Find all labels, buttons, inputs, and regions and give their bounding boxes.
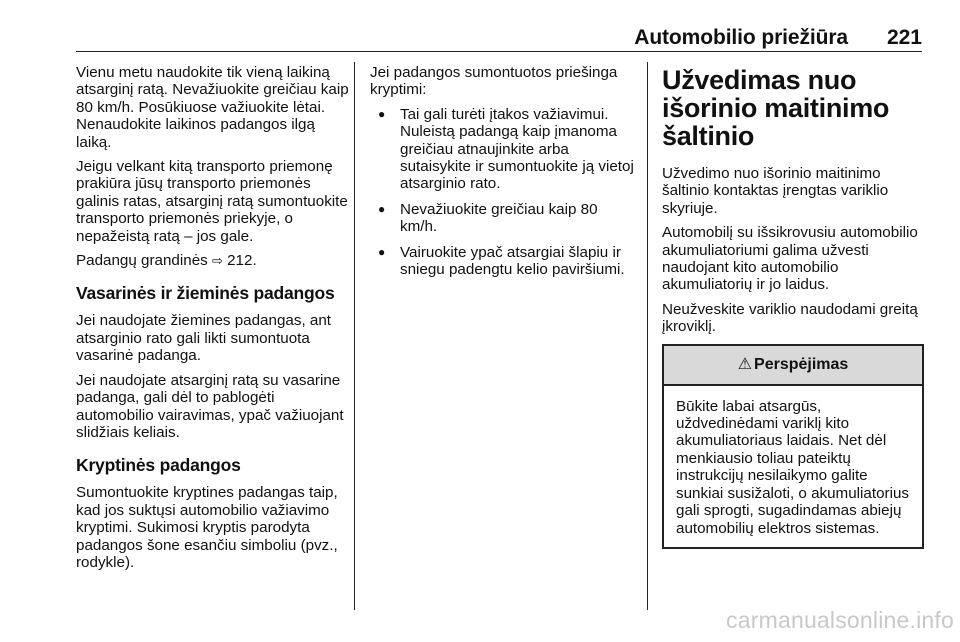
list-item-text: Tai gali turėti įtakos važiavimui. Nuleistą padangą kaip įmanoma greičiau atnaujinkite arba sutaisykite ir sumontuokite ją vietoj atsarginio rato. bbox=[400, 105, 634, 193]
page-number: 221 bbox=[886, 26, 922, 49]
page-title: Automobilio priežiūra bbox=[634, 26, 848, 49]
list-item bbox=[370, 201, 635, 236]
paragraph-directional: Sumontuokite kryptines padangas taip, kad jos suktųsi automobilio važiavimo kryptimi. Sukimosi kryptis parodyta padangos šone esančiu simboliu (pvz., rodykle). bbox=[76, 484, 338, 571]
paragraph-winter-1: Jei naudojate žiemines padangas, ant atsarginio rato gali likti sumontuota vasarinė padanga. bbox=[76, 312, 331, 365]
bullet-dot-icon: ● bbox=[378, 106, 386, 121]
bullet-dot-icon: ● bbox=[378, 244, 386, 259]
paragraph-towing: Jeigu velkant kitą transporto priemonę prakiūra jūsų transporto priemonės galinis ratas, atsarginį ratą sumontuokite transporto priemonės priekyje, o nepažeistą ratą – jos gale. bbox=[76, 158, 348, 245]
list-item bbox=[370, 244, 635, 279]
column-middle bbox=[370, 64, 635, 286]
column-divider-1 bbox=[354, 62, 355, 610]
paragraph-jump-start-2: Automobilį su išsikrovusiu automobilio akumuliatoriumi galima užvesti naudojant kito automobilio akumuliatorių ir jo laidus. bbox=[662, 224, 918, 294]
page-header bbox=[0, 0, 960, 52]
list-item-text: Nevažiuokite greičiau kaip 80 km/h. bbox=[400, 200, 598, 236]
paragraph-jump-start-1: Užvedimo nuo išorinio maitinimo šaltinio kontaktas įrengtas variklio skyriuje. bbox=[662, 165, 889, 217]
heading-winter-tyres: Vasarinės ir žieminės padangos bbox=[76, 283, 335, 304]
header-divider bbox=[76, 51, 922, 52]
page-reference-arrow-icon[interactable]: ⇨ bbox=[211, 253, 223, 269]
heading-jump-start: Užvedimas nuo išorinio maitinimo šaltinio bbox=[662, 65, 890, 151]
warning-body: Būkite labai atsargūs, uždvedinėdami variklį kito akumuliatoriaus laidais. Net dėl menkiausio toliau pateiktų instrukcijų nesilaikymo galite sunkiai susižaloti, o akumuliatorius gali sprogti, sugadindamas abiejų automobilių elektros sistemas. bbox=[676, 397, 909, 537]
watermark: carmanualsonline.info bbox=[726, 607, 954, 633]
paragraph-jump-start-3: Neužveskite variklio naudodami greitą įkroviklį. bbox=[662, 300, 918, 336]
paragraph-opposite-direction: Jei padangos sumontuotos priešinga kryptimi: bbox=[370, 64, 618, 99]
list-item bbox=[370, 106, 635, 193]
tire-chains-page-link[interactable]: 212. bbox=[227, 252, 257, 270]
warning-header bbox=[664, 346, 922, 386]
column-right bbox=[662, 66, 924, 549]
bullet-list bbox=[370, 106, 635, 279]
list-item-text: Vairuokite ypač atsargiai šlapiu ir sniegu padengtu kelio paviršiumi. bbox=[400, 243, 625, 279]
column-divider-2 bbox=[647, 62, 648, 610]
paragraph-temporary-spare: Vienu metu naudokite tik vieną laikiną atsarginį ratą. Nevažiuokite greičiau kaip 80 km/h. Posūkiuose važiuokite lėtai. Nenaudokite laikinos padangos ilgą laiką. bbox=[76, 64, 349, 151]
paragraph-tire-chains bbox=[76, 252, 350, 269]
warning-box bbox=[662, 344, 924, 549]
warning-triangle-icon: ⚠ bbox=[737, 355, 753, 373]
tire-chains-text: Padangų grandinės bbox=[76, 252, 208, 270]
heading-directional-tyres: Kryptinės padangos bbox=[76, 455, 241, 476]
paragraph-winter-2: Jei naudojate atsarginį ratą su vasarine padanga, gali dėl to pablogėti automobilio vairavimas, ypač važiuojant slidžiais keliais. bbox=[76, 371, 344, 441]
column-left bbox=[76, 64, 350, 578]
warning-title: Perspėjimas bbox=[754, 355, 849, 373]
bullet-dot-icon: ● bbox=[378, 201, 386, 216]
